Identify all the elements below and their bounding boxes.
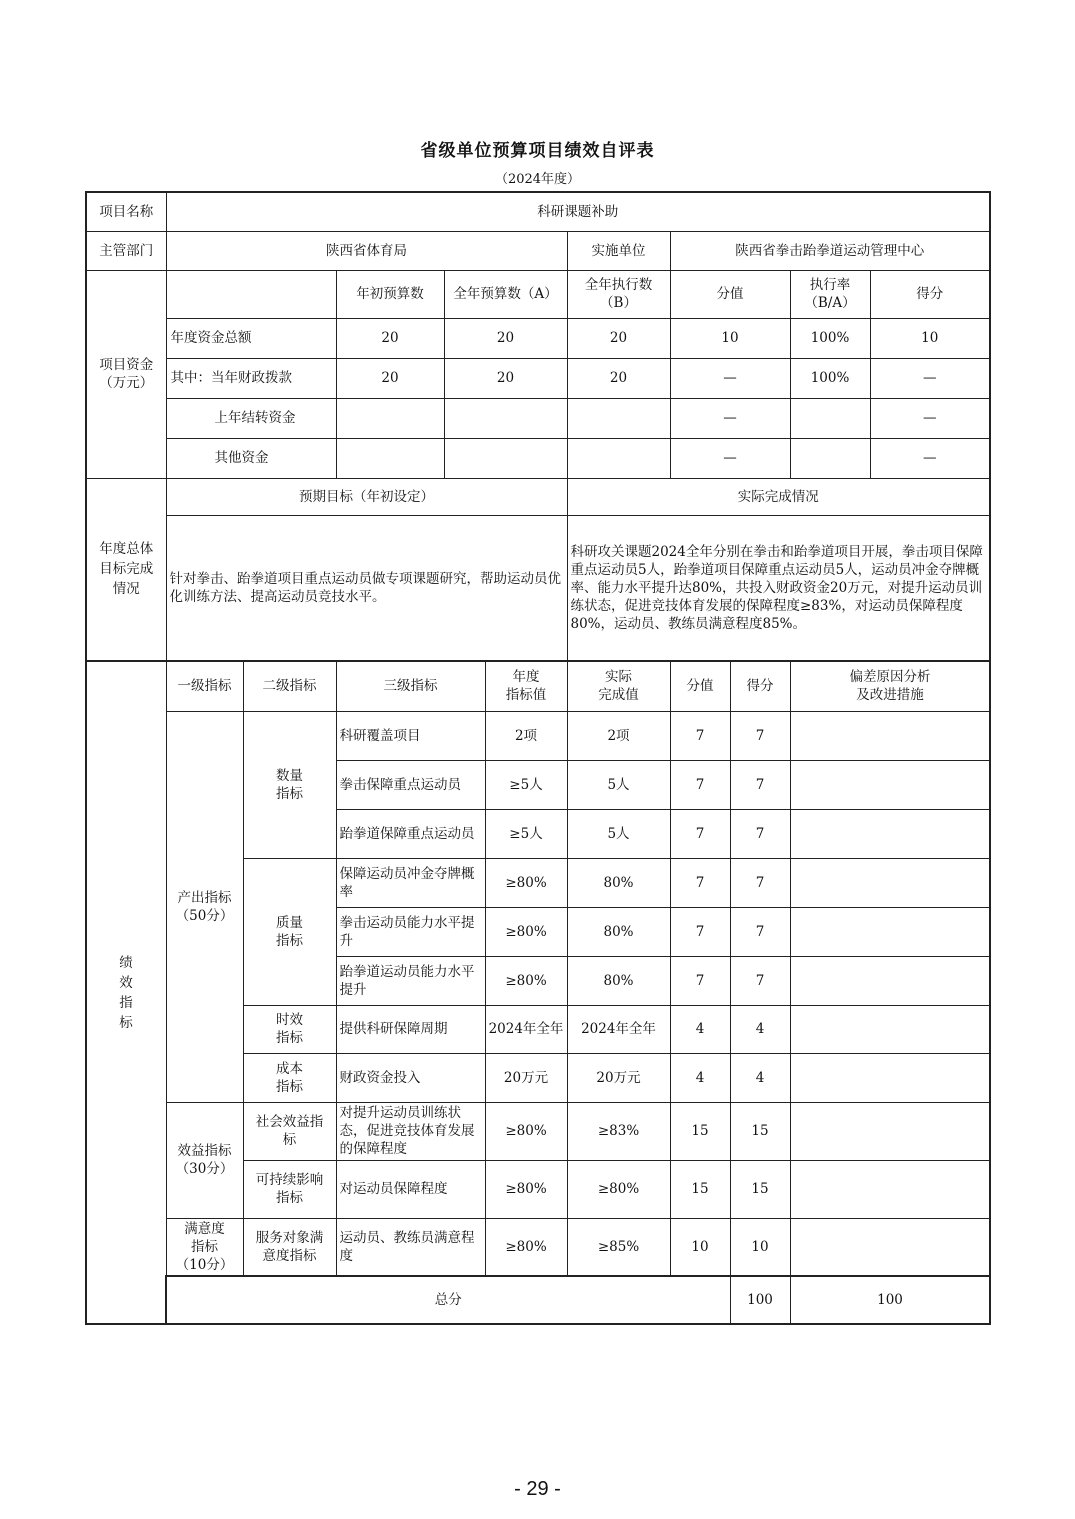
project-info-table bbox=[85, 191, 991, 662]
indicator-score: 7 bbox=[730, 760, 790, 809]
indicator-row bbox=[86, 711, 990, 760]
project-name-label: 项目名称 bbox=[86, 192, 166, 231]
level1-output: 产出指标 （50分） bbox=[166, 711, 243, 1102]
indicator-actual: 20万元 bbox=[567, 1053, 670, 1102]
funds-cell: 20 bbox=[336, 358, 444, 398]
indicator-target: ≥80% bbox=[485, 1160, 567, 1218]
funds-row-label: 其中：当年财政拨款 bbox=[166, 358, 336, 398]
page-number: - 29 - bbox=[514, 1478, 561, 1500]
indicator-weight: 15 bbox=[670, 1102, 730, 1160]
indicator-score: 7 bbox=[730, 907, 790, 956]
indicator-weight: 4 bbox=[670, 1053, 730, 1102]
indicator-name: 跆拳道保障重点运动员 bbox=[336, 809, 485, 858]
indicator-name: 拳击运动员能力水平提升 bbox=[336, 907, 485, 956]
indicator-col-header: 得分 bbox=[730, 661, 790, 711]
indicator-weight: 7 bbox=[670, 809, 730, 858]
indicator-target: 20万元 bbox=[485, 1053, 567, 1102]
funds-row-label: 上年结转资金 bbox=[166, 398, 336, 438]
indicator-weight: 4 bbox=[670, 1005, 730, 1053]
indicator-actual: 80% bbox=[567, 907, 670, 956]
funds-cell: 20 bbox=[336, 318, 444, 358]
indicator-actual: 5人 bbox=[567, 760, 670, 809]
funds-cell: 10 bbox=[870, 318, 990, 358]
expected-goal-text: 针对拳击、跆拳道项目重点运动员做专项课题研究，帮助运动员优化训练方法、提高运动员竞技水平。 bbox=[166, 515, 567, 661]
indicator-name: 财政资金投入 bbox=[336, 1053, 485, 1102]
indicator-note bbox=[790, 809, 990, 858]
indicator-target: ≥80% bbox=[485, 858, 567, 907]
indicator-name: 提供科研保障周期 bbox=[336, 1005, 485, 1053]
impl-unit-label: 实施单位 bbox=[567, 231, 670, 270]
total-weight: 100 bbox=[730, 1276, 790, 1324]
funds-row-label: 年度资金总额 bbox=[166, 318, 336, 358]
level2-service-satisfaction: 服务对象满 意度指标 bbox=[243, 1218, 336, 1276]
indicator-score: 7 bbox=[730, 858, 790, 907]
level2-quantity: 数量 指标 bbox=[243, 711, 336, 858]
funds-col-header: 全年执行数（B） bbox=[567, 270, 670, 318]
funds-cell bbox=[567, 438, 670, 478]
indicator-name: 保障运动员冲金夺牌概率 bbox=[336, 858, 485, 907]
goals-section-label: 年度总体 目标完成 情况 bbox=[86, 478, 166, 661]
funds-col-header: 执行率（B/A） bbox=[790, 270, 870, 318]
indicator-col-header: 偏差原因分析 及改进措施 bbox=[790, 661, 990, 711]
indicator-score: 4 bbox=[730, 1005, 790, 1053]
funds-row bbox=[86, 318, 990, 358]
indicator-target: 2项 bbox=[485, 711, 567, 760]
funds-cell: 20 bbox=[567, 358, 670, 398]
indicator-weight: 15 bbox=[670, 1160, 730, 1218]
indicator-col-header: 三级指标 bbox=[336, 661, 485, 711]
indicator-actual: 2项 bbox=[567, 711, 670, 760]
indicator-actual: 5人 bbox=[567, 809, 670, 858]
indicator-name: 对提升运动员训练状态，促进竞技体育发展的保障程度 bbox=[336, 1102, 485, 1160]
level2-sustainable-impact: 可持续影响 指标 bbox=[243, 1160, 336, 1218]
indicators-section-label: 绩 效 指 标 bbox=[86, 661, 166, 1324]
indicator-actual: 2024年全年 bbox=[567, 1005, 670, 1053]
impl-unit-value: 陕西省拳击跆拳道运动管理中心 bbox=[670, 231, 990, 270]
indicator-weight: 7 bbox=[670, 956, 730, 1005]
indicator-row bbox=[86, 1218, 990, 1276]
indicator-score: 15 bbox=[730, 1102, 790, 1160]
indicator-note bbox=[790, 907, 990, 956]
indicator-actual: ≥80% bbox=[567, 1160, 670, 1218]
funds-header-blank bbox=[166, 270, 336, 318]
indicator-note bbox=[790, 760, 990, 809]
funds-col-header: 全年预算数（A） bbox=[444, 270, 567, 318]
indicator-target: 2024年全年 bbox=[485, 1005, 567, 1053]
indicator-score: 7 bbox=[730, 809, 790, 858]
indicator-col-header: 年度 指标值 bbox=[485, 661, 567, 711]
indicator-weight: 7 bbox=[670, 760, 730, 809]
funds-cell: 100% bbox=[790, 318, 870, 358]
indicator-col-header: 实际 完成值 bbox=[567, 661, 670, 711]
document-title: 省级单位预算项目绩效自评表 bbox=[420, 141, 655, 161]
document-year: （2024年度） bbox=[494, 172, 581, 187]
funds-section-label: 项目资金 （万元） bbox=[86, 270, 166, 478]
dept-value: 陕西省体育局 bbox=[166, 231, 567, 270]
indicator-actual: ≥83% bbox=[567, 1102, 670, 1160]
funds-row bbox=[86, 398, 990, 438]
indicator-note bbox=[790, 711, 990, 760]
funds-cell: 20 bbox=[444, 318, 567, 358]
funds-cell: — bbox=[870, 398, 990, 438]
indicator-row bbox=[86, 1102, 990, 1160]
indicator-actual: ≥85% bbox=[567, 1218, 670, 1276]
indicator-target: ≥5人 bbox=[485, 760, 567, 809]
level1-satisfaction: 满意度 指标 （10分） bbox=[166, 1218, 243, 1276]
funds-cell bbox=[444, 398, 567, 438]
funds-cell: — bbox=[670, 358, 790, 398]
funds-col-header: 得分 bbox=[870, 270, 990, 318]
level2-quality: 质量 指标 bbox=[243, 858, 336, 1005]
funds-cell bbox=[790, 398, 870, 438]
indicator-note bbox=[790, 1160, 990, 1218]
indicators-table bbox=[85, 660, 991, 1325]
level2-timeliness: 时效 指标 bbox=[243, 1005, 336, 1053]
funds-cell: — bbox=[870, 438, 990, 478]
funds-row bbox=[86, 438, 990, 478]
indicator-name: 拳击保障重点运动员 bbox=[336, 760, 485, 809]
indicator-name: 运动员、教练员满意程度 bbox=[336, 1218, 485, 1276]
funds-cell bbox=[790, 438, 870, 478]
indicator-score: 7 bbox=[730, 711, 790, 760]
total-row bbox=[86, 1276, 990, 1324]
indicator-note bbox=[790, 956, 990, 1005]
funds-cell bbox=[444, 438, 567, 478]
funds-cell: — bbox=[670, 438, 790, 478]
funds-cell: 20 bbox=[444, 358, 567, 398]
indicator-weight: 7 bbox=[670, 858, 730, 907]
indicator-col-header: 二级指标 bbox=[243, 661, 336, 711]
funds-row bbox=[86, 358, 990, 398]
indicator-target: ≥80% bbox=[485, 1102, 567, 1160]
level2-social-benefit: 社会效益指 标 bbox=[243, 1102, 336, 1160]
indicator-score: 10 bbox=[730, 1218, 790, 1276]
indicator-col-header: 分值 bbox=[670, 661, 730, 711]
actual-result-header: 实际完成情况 bbox=[567, 478, 990, 515]
indicator-target: ≥80% bbox=[485, 1218, 567, 1276]
indicator-weight: 10 bbox=[670, 1218, 730, 1276]
funds-cell: — bbox=[670, 398, 790, 438]
indicator-note bbox=[790, 1053, 990, 1102]
funds-col-header: 分值 bbox=[670, 270, 790, 318]
indicator-name: 跆拳道运动员能力水平提升 bbox=[336, 956, 485, 1005]
indicator-score: 4 bbox=[730, 1053, 790, 1102]
funds-cell: 20 bbox=[567, 318, 670, 358]
dept-label: 主管部门 bbox=[86, 231, 166, 270]
indicator-note bbox=[790, 1102, 990, 1160]
indicator-name: 科研覆盖项目 bbox=[336, 711, 485, 760]
level2-cost: 成本 指标 bbox=[243, 1053, 336, 1102]
funds-row-label: 其他资金 bbox=[166, 438, 336, 478]
indicator-weight: 7 bbox=[670, 907, 730, 956]
total-label: 总分 bbox=[166, 1276, 730, 1324]
total-score: 100 bbox=[790, 1276, 990, 1324]
indicator-target: ≥5人 bbox=[485, 809, 567, 858]
indicator-name: 对运动员保障程度 bbox=[336, 1160, 485, 1218]
indicator-score: 7 bbox=[730, 956, 790, 1005]
indicator-note bbox=[790, 1218, 990, 1276]
funds-cell: 100% bbox=[790, 358, 870, 398]
funds-cell bbox=[336, 438, 444, 478]
project-name-value: 科研课题补助 bbox=[166, 192, 990, 231]
level1-benefit: 效益指标 （30分） bbox=[166, 1102, 243, 1218]
funds-cell bbox=[336, 398, 444, 438]
indicator-note bbox=[790, 858, 990, 907]
indicator-col-header: 一级指标 bbox=[166, 661, 243, 711]
indicator-score: 15 bbox=[730, 1160, 790, 1218]
actual-result-text: 科研攻关课题2024全年分别在拳击和跆拳道项目开展，拳击项目保障重点运动员5人，跆拳道项目保障重点运动员5人，运动员冲金夺牌概率、能力水平提升达80%，共投入财政资金20万元，对提升运动员训练状态，促进竞技体育发展的保障程度≥83%，对运动员保障程度80%，运动员、教练员满意程度85%。 bbox=[567, 515, 990, 661]
indicator-note bbox=[790, 1005, 990, 1053]
indicator-target: ≥80% bbox=[485, 907, 567, 956]
indicator-actual: 80% bbox=[567, 858, 670, 907]
indicator-weight: 7 bbox=[670, 711, 730, 760]
funds-cell: 10 bbox=[670, 318, 790, 358]
funds-col-header: 年初预算数 bbox=[336, 270, 444, 318]
expected-goal-header: 预期目标（年初设定） bbox=[166, 478, 567, 515]
indicator-target: ≥80% bbox=[485, 956, 567, 1005]
funds-cell: — bbox=[870, 358, 990, 398]
funds-cell bbox=[567, 398, 670, 438]
indicator-actual: 80% bbox=[567, 956, 670, 1005]
